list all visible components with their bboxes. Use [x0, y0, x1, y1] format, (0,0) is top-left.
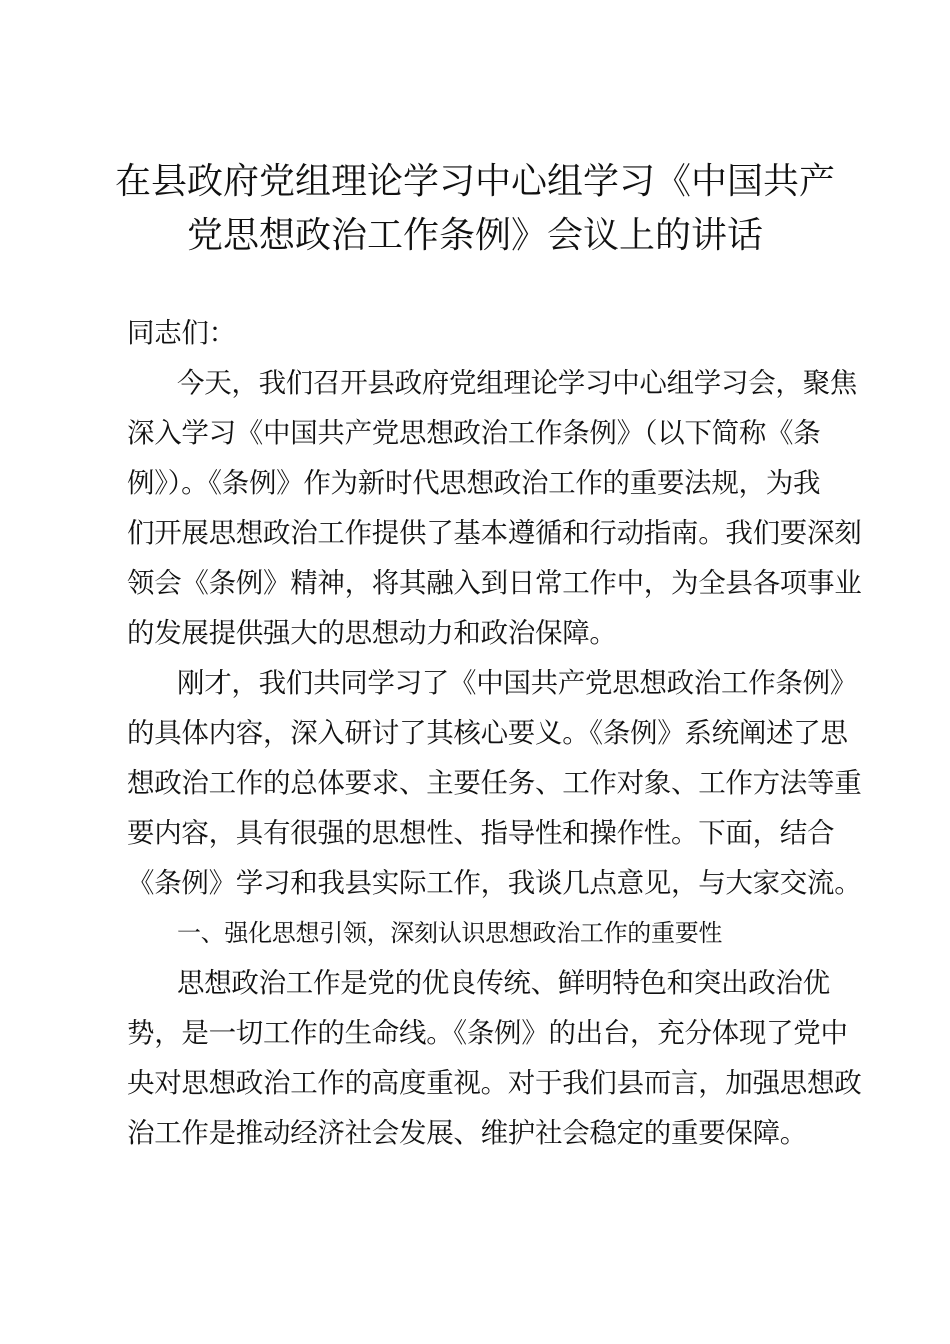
paragraph-2-line: 《条例》学习和我县实际工作，我谈几点意见，与大家交流。 [127, 867, 862, 899]
paragraph-3-line: 央对思想政治工作的高度重视。对于我们县而言，加强思想政 [127, 1067, 862, 1099]
paragraph-2-line: 要内容，具有很强的思想性、指导性和操作性。下面，结合 [127, 817, 835, 849]
paragraph-2-line: 的具体内容，深入研讨了其核心要义。《条例》系统阐述了思 [127, 717, 848, 749]
paragraph-2-line: 想政治工作的总体要求、主要任务、工作对象、工作方法等重 [127, 767, 862, 799]
paragraph-3-line: 治工作是推动经济社会发展、维护社会稳定的重要保障。 [127, 1117, 807, 1149]
paragraph-2-line: 刚才，我们共同学习了《中国共产党思想政治工作条例》 [177, 667, 857, 699]
paragraph-1-line: 们开展思想政治工作提供了基本遵循和行动指南。我们要深刻 [127, 517, 862, 549]
document-title [100, 155, 850, 263]
paragraph-1-line: 例》）。《条例》作为新时代思想政治工作的重要法规，为我 [127, 467, 821, 499]
paragraph-1-line: 领会《条例》精神，将其融入到日常工作中，为全县各项事业 [127, 567, 862, 599]
section-heading-1: 一、强化思想引领，深刻认识思想政治工作的重要性 [177, 919, 723, 947]
paragraph-1-line: 的发展提供强大的思想动力和政治保障。 [127, 617, 617, 649]
title-line-2: 党思想政治工作条例》会议上的讲话 [186, 215, 763, 256]
title-line-1: 在县政府党组理论学习中心组学习《中国共产 [114, 161, 835, 202]
paragraph-1-line: 深入学习《中国共产党思想政治工作条例》（以下简称《条 [127, 417, 821, 449]
paragraph-1-line: 今天，我们召开县政府党组理论学习中心组学习会，聚焦 [177, 367, 857, 399]
salutation: 同志们： [127, 317, 236, 349]
document-body [127, 308, 862, 1158]
paragraph-3-line: 思想政治工作是党的优良传统、鲜明特色和突出政治优 [177, 967, 830, 999]
paragraph-3-line: 势，是一切工作的生命线。《条例》的出台，充分体现了党中 [127, 1017, 848, 1049]
